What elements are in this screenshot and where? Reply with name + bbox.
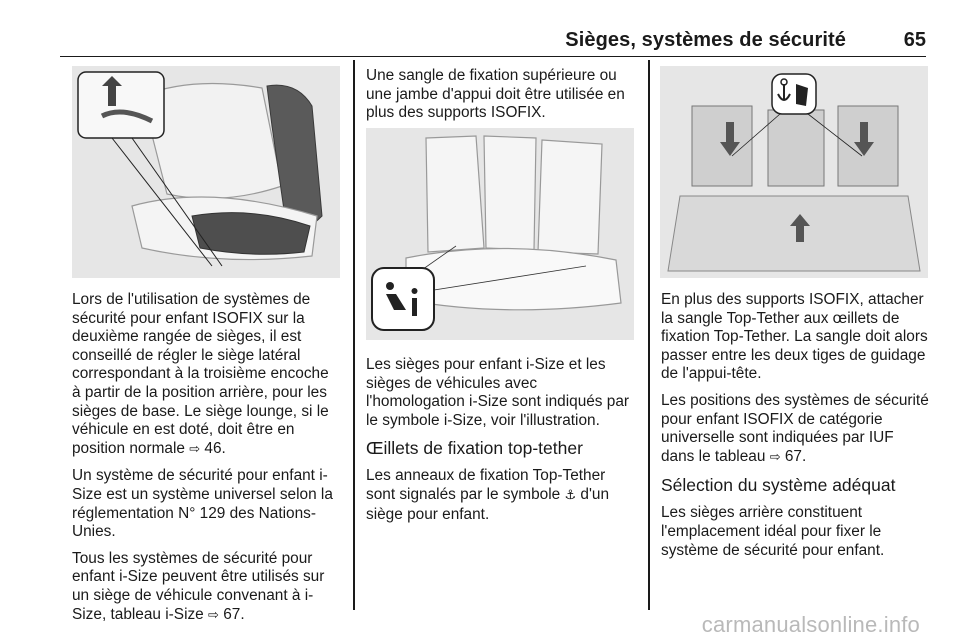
col3-ref-link[interactable]: 67.: [784, 447, 807, 465]
col1-ref-link-2[interactable]: 67.: [223, 605, 245, 623]
page-number: 65: [903, 29, 926, 51]
page-header: [60, 0, 926, 57]
figure-seat-isofix: [72, 66, 340, 278]
col2-heading: Œillets de fixation top-tether: [366, 438, 583, 459]
col3-paragraph-1: En plus des supports ISOFIX, attacher la sangle Top-Tether aux œillets de fixation Top-Tether. La sangle doit alors passer entre les deux tiges de guidage de l'appui-tête.: [661, 291, 928, 383]
col2-paragraph-2: Les sièges pour enfant i-Size et les sièges de véhicules avec l'homologation i-Size sont indiqués par le symbole i-Size, voir l'illustration.: [366, 356, 630, 429]
col3-paragraph-2: Les positions des systèmes de sécurité pour enfant ISOFIX de catégorie universelle sont indiquées par IUF dans le tableau ⇨ 67.: [661, 391, 929, 465]
top-tether-icon: ⚓: [564, 487, 577, 503]
figure-bench-isize: [366, 128, 634, 340]
column-1: [72, 291, 340, 633]
arrow-ref-icon: ⇨: [769, 449, 781, 465]
col3-paragraph-3: Les sièges arrière constituent l'emplacement idéal pour fixer le système de sécurité pour enfant.: [661, 504, 885, 559]
col1-paragraph-3: Tous les systèmes de sécurité pour enfant i-Size peuvent être utilisés sur un siège de véhicule convenant à i-Size, tableau i-Size ⇨ 67.: [72, 549, 325, 623]
column-2-top: [366, 67, 634, 131]
col1-ref-link[interactable]: 46.: [204, 439, 226, 457]
col2-paragraph-3: Les anneaux de fixation Top-Tether sont signalés par le symbole ⚓ d'un siège pour enfant.: [366, 467, 610, 523]
watermark: carmanualsonline.info: [701, 612, 920, 637]
col1-paragraph-2: Un système de sécurité pour enfant i-Size est un système universel selon la réglementation N° 129 des Nations-Unies.: [72, 467, 333, 541]
arrow-ref-icon: ⇨: [208, 607, 219, 623]
column-3: [661, 291, 929, 568]
figure-trunk-top-tether: [660, 66, 928, 278]
col1-paragraph-1: Lors de l'utilisation de systèmes de sécurité pour enfant ISOFIX sur la deuxième rangée de sièges, il est conseillé de régler le siège latéral correspondant à la troisième encoche à partir de la position arrière, pour les sièges de base. Le siège lounge, si le véhicule en est doté, doit être en position normale ⇨ 46.: [72, 291, 329, 457]
column-divider-1: [353, 60, 355, 610]
column-divider-2: [648, 60, 650, 610]
page-title: Sièges, systèmes de sécurité: [565, 29, 846, 51]
arrow-ref-icon: ⇨: [189, 441, 201, 457]
column-2-bottom: [366, 356, 634, 532]
col2-paragraph-1: Une sangle de fixation supérieure ou une jambe d'appui doit être utilisée en plus des supports ISOFIX.: [366, 67, 625, 122]
col3-heading: Sélection du système adéquat: [661, 475, 896, 496]
